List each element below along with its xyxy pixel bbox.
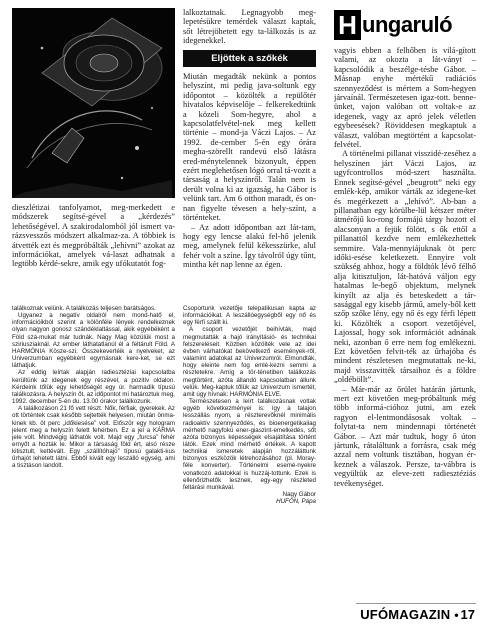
column-3 bbox=[334, 46, 476, 598]
author-name: Nagy Gábor bbox=[282, 491, 316, 499]
paragraph: A csoport vezetőjét beihívták, majd megmutatták a hajó irányításió- és technikai felszereléseit. Közben közölték vele az idei évben várhatókat bekövetkező események-ről, valamint adatokat az Univerzumról. Elmondták, hogy eleinte nem fog emlé-kezni semmi a részletekre. Amíg a tör-ténetiben találkozás megtörtént, azóta állandó kapcsolatban állunk velük. Meg-kaptuk tőlük az Univerzum ismertét, amit úgy hívnak: HARMÓNIA ELVE. bbox=[183, 326, 316, 398]
column-2-bottom bbox=[183, 305, 316, 625]
ufo-illustration bbox=[12, 8, 175, 198]
column-1-bottom bbox=[12, 305, 175, 625]
paragraph: Az eddig leírtak alapján radiesztéziai kapcsolatba kerültünk az idegenek egy részével, a pozitív oldalon. Kérdeink tőlük egy lehetőségét egy úr. harmadik típusú találkozásra. A helyszín őt, az időpontot mi határoztuk meg, 1992. december 5-én du. 13.00 órakor találkozunk. bbox=[12, 369, 175, 406]
author-affiliation: HUFON, Pápa bbox=[276, 498, 316, 506]
section-title: Eljöttek a szőkék bbox=[183, 50, 316, 67]
paragraph: Miután megadták nekünk a pontos helyszínt, mi pedig java-soltunk egy időpontot – közölték a repülőtér hivatalos képviselője – felkerekedtünk a közeli Som-hegyre, ahol a kapcsolatfelvétel-nek meg kellett történie – mond-ja Váczi Lajos. – Az 1992. de-cember 5-én egy órára megha-szörellt randevú első látásra ered-ménytelennek bizonyult, éppen ezért meglehetősen lógó orral tá-voztt a társaság a helyszínről. Talán nem is derült volna ki az igazság, ha Gábor is velünk tart. Am 6 otthon maradt, és on-nan figyelte tévesen a hely-színt, a történteket. bbox=[183, 72, 316, 223]
country-heading bbox=[334, 10, 476, 40]
heading-initial: H bbox=[338, 10, 357, 40]
paragraph: Ugyanez a negatív oldalról nem mond-hatő el, információikból szerint a kölönféle lények rendelkeznek olyan nagyon gonosz szándéklaltással, akik egyébéként a Föld szá-mukat már tudnák. Nagy Mag közülük most a sziriusziaknál. Az ember láthatatlanúl él a feltárult Föld. A HARMÓNIA Kösze-szi. Összekevertéik a nyelveket, az Univerzumban egyébként egymásnak kere-ket, se ezt láthatjuk. bbox=[12, 312, 175, 370]
magazine-name: UFÓMAGAZIN bbox=[360, 607, 451, 622]
page-footer bbox=[360, 606, 475, 624]
paragraph: – Már-már az őrület határán jártunk, mert ezt követően meg-próbáltunk még több informá-cióhoz jutni, am ezek ragyon el-lentmondásosak voltak – folytat-ta nem mindennapi történetét Gábor. – Azt már tudtuk, hogy ő úton jártunk, rátaláltunk a forrásra, csak még azzal nem voltunk tisztában, hogyan ér-keznek a válaszok. Persze, ta-vábbra is vegyültük az eleve-zett radiesztéziás tevékenységet. bbox=[334, 384, 476, 488]
bullet-icon: • bbox=[454, 608, 459, 622]
column-2-top bbox=[183, 72, 316, 298]
heading-initial-box bbox=[334, 10, 361, 40]
paragraph: dieszlétizai tanfolyamot, meg-merkedett e módszerek segítsé-gével a „kérdezés” lehetőségével. A szakirodalomból jól ismert va-rázsvesszős módszert alkalmaz-za. A többiek is átvették ezt és megpróbálták „lehívni” azokat az információkat, amelyek vá-laszt adhatnak a legtöbb kérdé-sekre, amik egy ufókutatót fog- bbox=[12, 203, 175, 269]
paragraph: A találkozáson 21 fő vett részt. Nők, férfiak, gyerekek. Az ott történtek csak később sejtették helyesen, miután önma-kinek kb. öt perc „időkiesése” volt. Először egy hologram jelent meg a helyszín felett fehérben. Ez a jel a KÁRMA jele volt. Mindvégig láthatók volt. Majd egy „furcsa” fehér ernyőt a hozták le. Mikor a társaság föld ért, alsó része kitisztult, kettévált. Egy „szállítóhajó” típusú galakti-kus űrhajót lehetett látni. Ebből kivált egy leszálló egység, ami a tisztáson landolt. bbox=[12, 405, 175, 470]
paragraph: találkoznak velünk. A találkozás teljesen barátságos. bbox=[12, 305, 156, 312]
paragraph: Természetesen a leírt találkozásnak voltak egyéb következményei is: így a talajon lesszállás nyom, a részterevőknél minimális radioaktív szennyeződés, és bioenergetikailag mérhető nagyfokú ener-giaszint-emelkedés, sőt azóta bizonyos képességek elsajátítása történt látók. Ezek mind mérhető értékek. A kapott technikai ismeretek alapján hozzáláttunk bizonyos eszközök létrehozásához (pl. Moray-féle konverter). Történelmi esemé-nyekre vonatkozó adatokkal is huzzáj-tottunk. Ezek is ellenőrizhetők lesznek, egy-egy részleted feltárási munkával. bbox=[183, 398, 316, 491]
heading-rest: ungaruló bbox=[362, 12, 453, 37]
column-2-intro bbox=[183, 8, 316, 48]
paragraph: lalkoztatnak. Legnagyobb meg-lepetésükre temérdek választ kaptak, sőt létrejöhetett egy ta-lálkozás is az idegenekkel. bbox=[183, 8, 316, 46]
paragraph: – Az adott időpontban azt lát-tam, hogy egy lencse alakú fel-hő jelenik meg, amelynek felül kékesszürke, alul fehér volt a színe. Így távolról úgy tűnt, mintha két nap lenne az égen. bbox=[183, 222, 316, 270]
paragraph: Csoportunk vezetője telepatikusan kapta az információikat. A leszállóegységből egy nő és egy férfi szállt ki. bbox=[183, 305, 316, 327]
column-1-top bbox=[12, 203, 175, 298]
footer-rule bbox=[356, 603, 476, 604]
paragraph: vagyis ebben a felhőben is vilá-gított valami, az okozta a lát-ványt – kapcsolódik a beszélge-tésbe Gábor. – Másnap enyhe mértékű radiációs szennyeződést is mértem a Som-hegyen járvaínál. Természetesen igaz-tott. benneünket, vajon valóban ott voltak-e az idegenek, vagy az apró jelek véletlen egybeesések? Röviddesen megkaptuk a választ, valóban megtörtént a kapcsolat-felvétel. bbox=[334, 46, 476, 150]
page-number: 17 bbox=[460, 607, 475, 622]
paragraph: A történelmi pillanat visszidé-zeséhez a helyszínen járt Váczi Lajos, az ugyfcontrollos mód-szert használta. Ennek segítsé-gével „beugrott” neki egy emlék-kép, amikor várták az idegene-ket és megérkezett a „lehívó”. Ab-ban a pillanatban egy körülbe-lül kétszer méter átmérőjű ko-rong formájú tárgy hozott el alacsonyan a fejük fölött, s ők ettől a pillanattól kezdve nem emlékezhettek semmire. Vala-mennyiájuknak öt perc időki-esése keletkezett. Ennyire volt szükség ahhoz, hogy a földtók lévő félhő alja kitisztuljon, lát-hatóvá váljon egy hatalmas le-begő objektum, melynek kinyílt az alja és beteskedett a tár-sasággal egy kisebb jármű, amely-ből kett szőp szőke lény, egy nő és egy férfi lépett ki. Közölték a csoport vezetőjével, Lajossal, hogy sok információt adnának neki, azonban ő erre nem fog emlékezni. Ezt követően felvit-ték az űrhajóba és mindent részletesen megmutattak ne-ki, majd visszavitték társaihoz és a földre „oldéböllt”. bbox=[334, 149, 476, 385]
